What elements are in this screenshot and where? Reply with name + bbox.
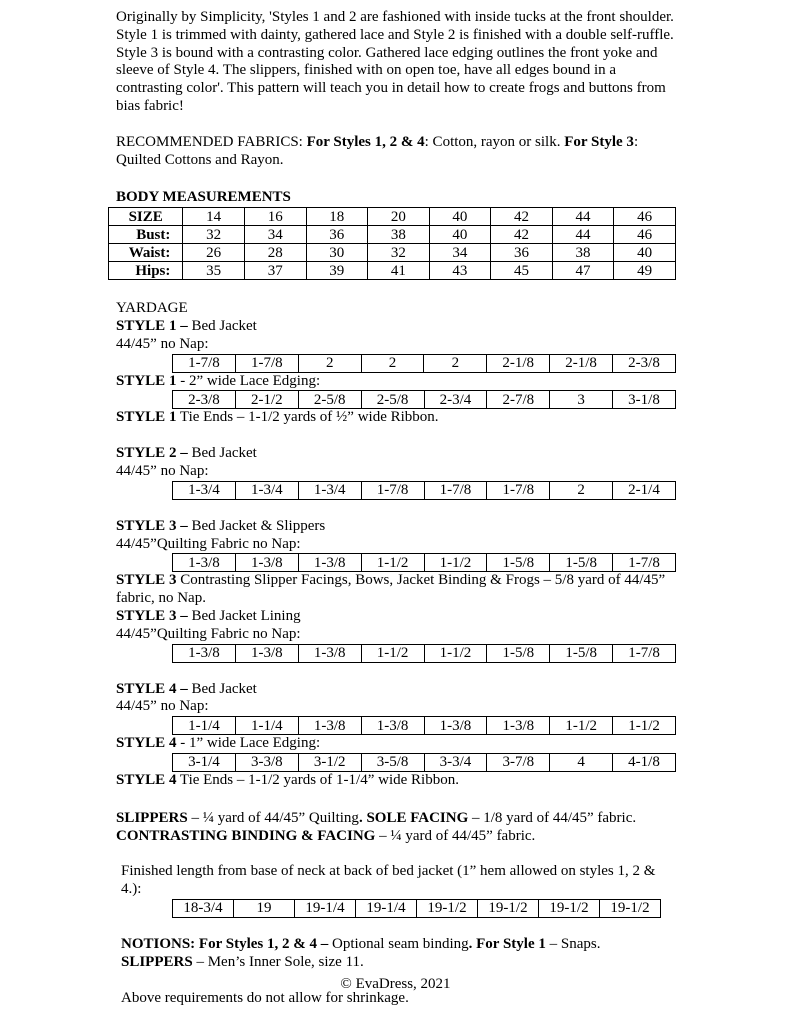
table-cell: 44 — [552, 208, 614, 226]
table-cell: 2 — [361, 354, 424, 372]
table-cell: 2-1/8 — [487, 354, 550, 372]
table-cell: 34 — [244, 226, 306, 244]
table-cell: 1-1/2 — [613, 717, 676, 735]
table-cell: 1-3/4 — [298, 481, 361, 499]
table-cell: 47 — [552, 262, 614, 280]
table-cell: 2-3/4 — [424, 391, 487, 409]
table-cell: 19-1/2 — [539, 899, 600, 917]
table-row — [109, 226, 676, 244]
table-cell: 1-3/8 — [487, 717, 550, 735]
style1-fabric-note: 44/45” no Nap: — [116, 335, 209, 352]
table-cell: 2-5/8 — [298, 391, 361, 409]
table-cell: 3-3/8 — [235, 753, 298, 771]
table-cell: 1-1/2 — [361, 644, 424, 662]
table-cell: 39 — [306, 262, 368, 280]
style4-fabric-note: 44/45” no Nap: — [116, 698, 209, 715]
table-cell: 1-1/2 — [550, 717, 613, 735]
table-row — [173, 899, 661, 917]
table-cell: 4-1/8 — [613, 753, 676, 771]
style1-tie-ends: STYLE 1 Tie Ends – 1-1/2 yards of ½” wide Ribbon. — [116, 409, 439, 426]
table-cell: 18-3/4 — [173, 899, 234, 917]
body-measurements-table — [108, 207, 676, 280]
table-cell: 38 — [552, 244, 614, 262]
table-cell: 40 — [429, 208, 491, 226]
fabrics-styles-124-text: : Cotton, rayon or silk. — [424, 133, 565, 150]
table-cell: 1-1/4 — [235, 717, 298, 735]
yardage-title: YARDAGE — [116, 300, 188, 317]
table-cell: 1-1/4 — [173, 717, 236, 735]
table-cell: 32 — [368, 244, 430, 262]
table-row — [173, 354, 676, 372]
style3-yardage-table — [172, 553, 676, 572]
contrasting-binding-line: CONTRASTING BINDING & FACING – ¼ yard of 44/45” fabric. — [116, 827, 536, 844]
table-cell: 30 — [306, 244, 368, 262]
style2-yardage-table — [172, 481, 676, 500]
table-cell: 42 — [491, 208, 553, 226]
fabrics-label: RECOMMENDED FABRICS: — [116, 133, 307, 150]
copyright-footer: © EvaDress, 2021 — [340, 976, 451, 992]
table-cell: 1-7/8 — [235, 354, 298, 372]
table-cell: 2-1/8 — [550, 354, 613, 372]
table-cell: 1-3/4 — [235, 481, 298, 499]
table-cell: 1-7/8 — [424, 481, 487, 499]
table-cell: 3-5/8 — [361, 753, 424, 771]
table-cell: 2 — [550, 481, 613, 499]
table-cell: 1-3/8 — [235, 554, 298, 572]
table-row — [173, 717, 676, 735]
pattern-page — [116, 9, 676, 1007]
table-cell: 3-1/2 — [298, 753, 361, 771]
table-cell: 49 — [614, 262, 676, 280]
finished-length-table — [172, 899, 661, 918]
table-cell: 1-3/8 — [298, 644, 361, 662]
row-label: Waist: — [109, 244, 183, 262]
table-cell: 1-7/8 — [613, 554, 676, 572]
table-cell: 2-5/8 — [361, 391, 424, 409]
table-cell: 44 — [552, 226, 614, 244]
style3-lining-table — [172, 644, 676, 663]
table-cell: 1-3/8 — [173, 554, 236, 572]
table-cell: 46 — [614, 226, 676, 244]
table-row — [173, 554, 676, 572]
table-cell: 1-7/8 — [361, 481, 424, 499]
table-cell: 14 — [183, 208, 245, 226]
style4-lace-table — [172, 753, 676, 772]
table-cell: 3-3/4 — [424, 753, 487, 771]
table-cell: 1-1/2 — [424, 644, 487, 662]
table-cell: 37 — [244, 262, 306, 280]
style3-fabric-note: 44/45”Quilting Fabric no Nap: — [116, 535, 301, 552]
table-cell: 1-7/8 — [173, 354, 236, 372]
table-cell: 45 — [491, 262, 553, 280]
table-cell: 40 — [614, 244, 676, 262]
table-cell: 19-1/2 — [417, 899, 478, 917]
style4-tie-ends: STYLE 4 Tie Ends – 1-1/2 yards of 1-1/4” wide Ribbon. — [116, 771, 459, 788]
table-cell: 1-3/4 — [173, 481, 236, 499]
table-cell: 2-7/8 — [487, 391, 550, 409]
body-measurements-title: BODY MEASUREMENTS — [116, 189, 291, 206]
row-label: Hips: — [109, 262, 183, 280]
table-row — [109, 208, 676, 226]
table-cell: 38 — [368, 226, 430, 244]
table-cell: 19-1/2 — [600, 899, 661, 917]
table-cell: 1-3/8 — [298, 554, 361, 572]
table-row — [109, 244, 676, 262]
style1-yardage-table — [172, 354, 676, 373]
style4-yardage-table — [172, 716, 676, 735]
table-cell: 1-1/2 — [424, 554, 487, 572]
table-cell: 3-7/8 — [487, 753, 550, 771]
style4-lace-heading: STYLE 4 - 1” wide Lace Edging: — [116, 735, 321, 752]
table-cell: 42 — [491, 226, 553, 244]
style3-lining-heading: STYLE 3 – Bed Jacket Lining — [116, 607, 301, 624]
table-cell: 2 — [298, 354, 361, 372]
table-cell: 1-5/8 — [487, 644, 550, 662]
style1-lace-table — [172, 390, 676, 409]
table-cell: 36 — [306, 226, 368, 244]
table-cell: 34 — [429, 244, 491, 262]
intro-paragraph: Originally by Simplicity, 'Styles 1 and 2 are fashioned with inside tucks at the front shoulder. Style 1 is trimmed with dainty, gathered lace and Style 2 is finished with a double self-ruffle. Style 3 is bound with a contrasting color. Gathered lace edging outlines the front yoke and sleeve of Style 4. The slippers, finished with on open toe, have all edges bound in a contrasting color'. This pattern will teach you in detail how to create frogs and buttons from bias fabric! — [116, 9, 674, 114]
row-label: Bust: — [109, 226, 183, 244]
table-row — [109, 262, 676, 280]
table-cell: 1-5/8 — [550, 554, 613, 572]
table-cell: 1-3/8 — [361, 717, 424, 735]
style1-heading: STYLE 1 – Bed Jacket — [116, 317, 257, 334]
table-cell: 36 — [491, 244, 553, 262]
style3-lining-fabric-note: 44/45”Quilting Fabric no Nap: — [116, 625, 301, 642]
table-cell: 35 — [183, 262, 245, 280]
table-cell: 2 — [424, 354, 487, 372]
table-cell: 3 — [550, 391, 613, 409]
table-cell: 1-3/8 — [298, 717, 361, 735]
table-cell: 3-1/8 — [613, 391, 676, 409]
table-cell: 46 — [614, 208, 676, 226]
table-cell: 19-1/4 — [356, 899, 417, 917]
table-cell: 26 — [183, 244, 245, 262]
table-cell: 2-3/8 — [613, 354, 676, 372]
style3-heading: STYLE 3 – Bed Jacket & Slippers — [116, 517, 326, 534]
table-cell: 19-1/2 — [478, 899, 539, 917]
table-cell: 1-5/8 — [550, 644, 613, 662]
table-cell: 1-3/8 — [235, 644, 298, 662]
table-cell: 43 — [429, 262, 491, 280]
table-cell: 20 — [368, 208, 430, 226]
style2-heading: STYLE 2 – Bed Jacket — [116, 445, 257, 462]
table-cell: 28 — [244, 244, 306, 262]
finished-length-note: Finished length from base of neck at back of bed jacket (1” hem allowed on styles 1, 2 & 4.): — [121, 863, 656, 898]
table-cell: 2-3/8 — [173, 391, 236, 409]
table-cell: 41 — [368, 262, 430, 280]
table-cell: 19-1/4 — [295, 899, 356, 917]
table-cell: 32 — [183, 226, 245, 244]
table-cell: 18 — [306, 208, 368, 226]
slippers-line: SLIPPERS – ¼ yard of 44/45” Quilting. SOLE FACING – 1/8 yard of 44/45” fabric. — [116, 809, 637, 826]
table-cell: 40 — [429, 226, 491, 244]
table-cell: 16 — [244, 208, 306, 226]
table-cell: 1-3/8 — [173, 644, 236, 662]
style4-heading: STYLE 4 – Bed Jacket — [116, 680, 257, 697]
shrinkage-note: Above requirements do not allow for shrinkage. — [121, 989, 409, 1006]
fabrics-style-3-label: For Style 3 — [564, 133, 634, 150]
table-cell: 3-1/4 — [173, 753, 236, 771]
table-cell: 4 — [550, 753, 613, 771]
style2-fabric-note: 44/45” no Nap: — [116, 462, 209, 479]
table-row — [173, 481, 676, 499]
notions-line: NOTIONS: For Styles 1, 2 & 4 – Optional seam binding. For Style 1 – Snaps. — [121, 935, 601, 952]
table-row — [173, 644, 676, 662]
table-cell: 1-3/8 — [424, 717, 487, 735]
fabrics-style-3-text: : Quilted Cottons and Rayon. — [116, 133, 639, 168]
row-label: SIZE — [109, 208, 183, 226]
notions-slippers-line: SLIPPERS – Men’s Inner Sole, size 11. — [121, 953, 364, 970]
table-cell: 1-7/8 — [613, 644, 676, 662]
fabrics-styles-124-label: For Styles 1, 2 & 4 — [306, 133, 425, 150]
table-cell: 1-7/8 — [487, 481, 550, 499]
table-row — [173, 391, 676, 409]
style1-lace-heading: STYLE 1 - 2” wide Lace Edging: — [116, 372, 321, 389]
table-cell: 2-1/2 — [235, 391, 298, 409]
table-row — [173, 753, 676, 771]
table-cell: 2-1/4 — [613, 481, 676, 499]
recommended-fabrics — [116, 134, 676, 170]
table-cell: 1-5/8 — [487, 554, 550, 572]
table-cell: 19 — [234, 899, 295, 917]
style3-contrasting: STYLE 3 Contrasting Slipper Facings, Bows, Jacket Binding & Frogs – 5/8 yard of 44/45” fabric, no Nap. — [116, 572, 666, 607]
table-cell: 1-1/2 — [361, 554, 424, 572]
